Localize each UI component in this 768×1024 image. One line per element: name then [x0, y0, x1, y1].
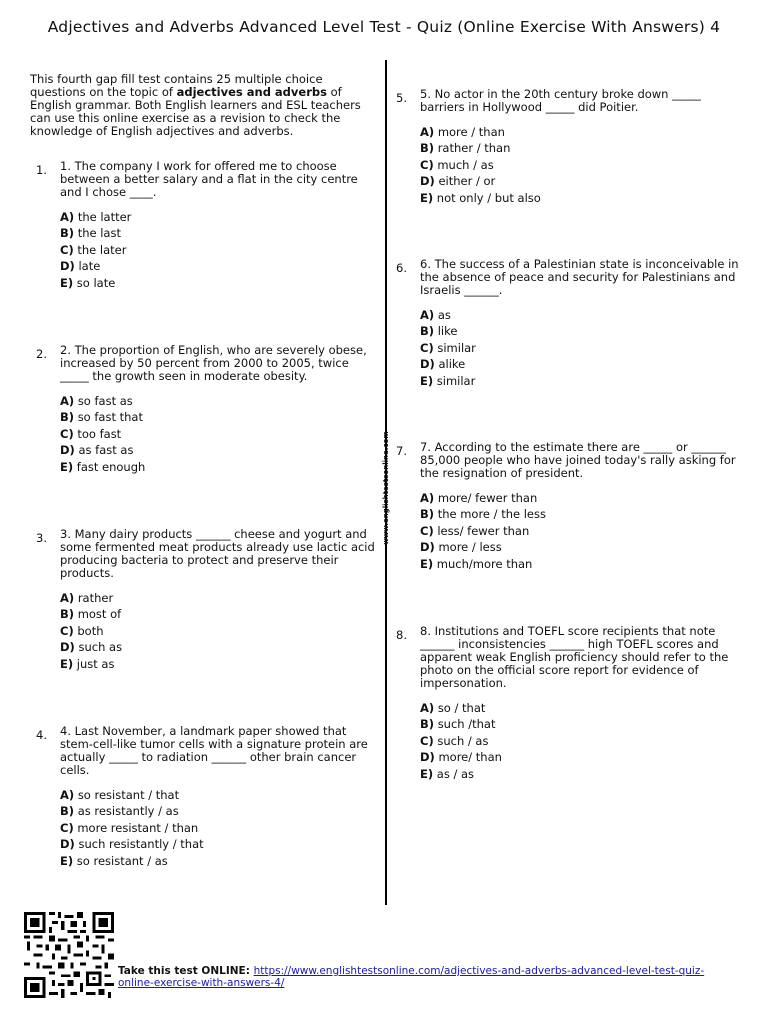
option-e[interactable]: E) similar	[420, 373, 476, 388]
option-list	[420, 307, 741, 389]
question-text: 7. According to the estimate there are _____ or ______ 85,000 people who have joined today's rally asking for the resignation of president.	[420, 440, 736, 480]
option-b[interactable]: B) so fast that	[60, 410, 143, 425]
intro-text-after: of English grammar. Both English learners and ESL teachers can use this online exercise as a revision to check the knowledge of English adjectives and adverbs.	[30, 85, 361, 138]
option-c[interactable]: C) much / as	[420, 157, 494, 172]
option-a[interactable]: A) so / that	[420, 701, 486, 715]
option-d[interactable]: D) as fast as	[60, 443, 134, 458]
test-url-link[interactable]: https://www.englishtestsonline.com/adjectives-and-adverbs-advanced-level-test-quiz-online-exercise-with-answers-4/	[118, 965, 705, 989]
question-7	[396, 441, 741, 572]
question-text: 4. Last November, a landmark paper showed that stem-cell-like tumor cells with a signature protein are actually _____ to radiation ______ other brain cancer cells.	[60, 724, 368, 777]
question-1	[36, 160, 376, 291]
option-b[interactable]: B) most of	[60, 607, 122, 622]
option-c[interactable]: C) less/ fewer than	[420, 523, 530, 538]
question-4	[36, 725, 376, 869]
question-number: 7.	[396, 444, 407, 458]
option-b[interactable]: B) the more / the less	[420, 507, 546, 522]
option-list	[60, 393, 376, 475]
option-a[interactable]: A) as	[420, 308, 451, 322]
option-c[interactable]: C) too fast	[60, 426, 122, 441]
option-d[interactable]: D) alike	[420, 357, 466, 372]
page-title: Adjectives and Adverbs Advanced Level Test - Quiz (Online Exercise With Answers) 4	[47, 18, 721, 36]
question-number: 1.	[36, 163, 47, 177]
question-text: 2. The proportion of English, who are severely obese, increased by 50 percent from 2000 to 2005, twice _____ the growth seen in moderate obesity.	[60, 343, 367, 383]
option-c[interactable]: C) such / as	[420, 733, 489, 748]
question-3	[36, 528, 376, 672]
option-d[interactable]: D) such resistantly / that	[60, 837, 204, 852]
question-number: 4.	[36, 728, 47, 742]
option-d[interactable]: D) either / or	[420, 174, 496, 189]
option-list	[420, 700, 741, 782]
option-a[interactable]: A) so resistant / that	[60, 788, 180, 802]
question-5	[396, 88, 741, 206]
option-a[interactable]: A) the latter	[60, 210, 132, 224]
option-b[interactable]: B) as resistantly / as	[60, 804, 179, 819]
option-d[interactable]: D) more / less	[420, 540, 502, 555]
option-a[interactable]: A) rather	[60, 591, 114, 605]
option-c[interactable]: C) the later	[60, 242, 127, 257]
question-number: 2.	[36, 347, 47, 361]
question-text: 6. The success of a Palestinian state is inconceivable in the absence of peace and security for Palestinians and Israelis ______.	[420, 257, 739, 297]
option-b[interactable]: B) such /that	[420, 717, 496, 732]
option-e[interactable]: E) as / as	[420, 766, 475, 781]
question-text: 1. The company I work for offered me to choose between a better salary and a flat in the city centre and I chose ____.	[60, 159, 358, 199]
question-text: 5. No actor in the 20th century broke down _____ barriers in Hollywood _____ did Poitier.	[420, 87, 701, 114]
question-text: 3. Many dairy products ______ cheese and yogurt and some fermented meat products already use lactic acid producing bacteria to protect and preserve their products.	[60, 527, 375, 580]
option-list	[420, 490, 741, 572]
option-a[interactable]: A) more/ fewer than	[420, 491, 538, 505]
option-list	[60, 209, 376, 291]
option-a[interactable]: A) so fast as	[60, 394, 133, 408]
option-e[interactable]: E) so resistant / as	[60, 853, 168, 868]
option-b[interactable]: B) the last	[60, 226, 121, 241]
footer-label: Take this test ONLINE:	[118, 965, 254, 977]
intro-topic: adjectives and adverbs	[176, 85, 327, 99]
question-6	[396, 258, 741, 389]
qr-code-icon[interactable]	[24, 912, 114, 998]
option-e[interactable]: E) much/more than	[420, 556, 533, 571]
option-e[interactable]: E) so late	[60, 275, 116, 290]
option-c[interactable]: C) both	[60, 623, 104, 638]
question-number: 8.	[396, 628, 407, 642]
question-number: 5.	[396, 91, 407, 105]
question-8	[396, 625, 741, 782]
option-list	[60, 787, 376, 869]
option-d[interactable]: D) more/ than	[420, 750, 502, 765]
question-number: 6.	[396, 261, 407, 275]
question-text: 8. Institutions and TOEFL score recipients that note ______ inconsistencies ______ high TOEFL scores and apparent weak English proficiency should refer to the photo on the official score report for evidence of impersonation.	[420, 624, 729, 690]
option-c[interactable]: C) more resistant / than	[60, 820, 199, 835]
option-list	[60, 590, 376, 672]
watermark-text: www.englishtestsonline.com	[382, 431, 390, 545]
option-c[interactable]: C) similar	[420, 340, 476, 355]
option-e[interactable]: E) not only / but also	[420, 190, 541, 205]
watermark	[378, 431, 394, 545]
question-number: 3.	[36, 531, 47, 545]
option-d[interactable]: D) such as	[60, 640, 123, 655]
option-list	[420, 124, 741, 206]
question-2	[36, 344, 376, 475]
intro-text-before: This fourth gap fill test contains 25 multiple choice questions on the topic of	[30, 72, 323, 99]
option-d[interactable]: D) late	[60, 259, 101, 274]
footer-online-link	[118, 965, 718, 989]
option-e[interactable]: E) fast enough	[60, 459, 146, 474]
option-e[interactable]: E) just as	[60, 656, 115, 671]
option-b[interactable]: B) rather / than	[420, 141, 511, 156]
option-b[interactable]: B) like	[420, 324, 458, 339]
option-a[interactable]: A) more / than	[420, 125, 505, 139]
intro-paragraph	[30, 73, 375, 138]
